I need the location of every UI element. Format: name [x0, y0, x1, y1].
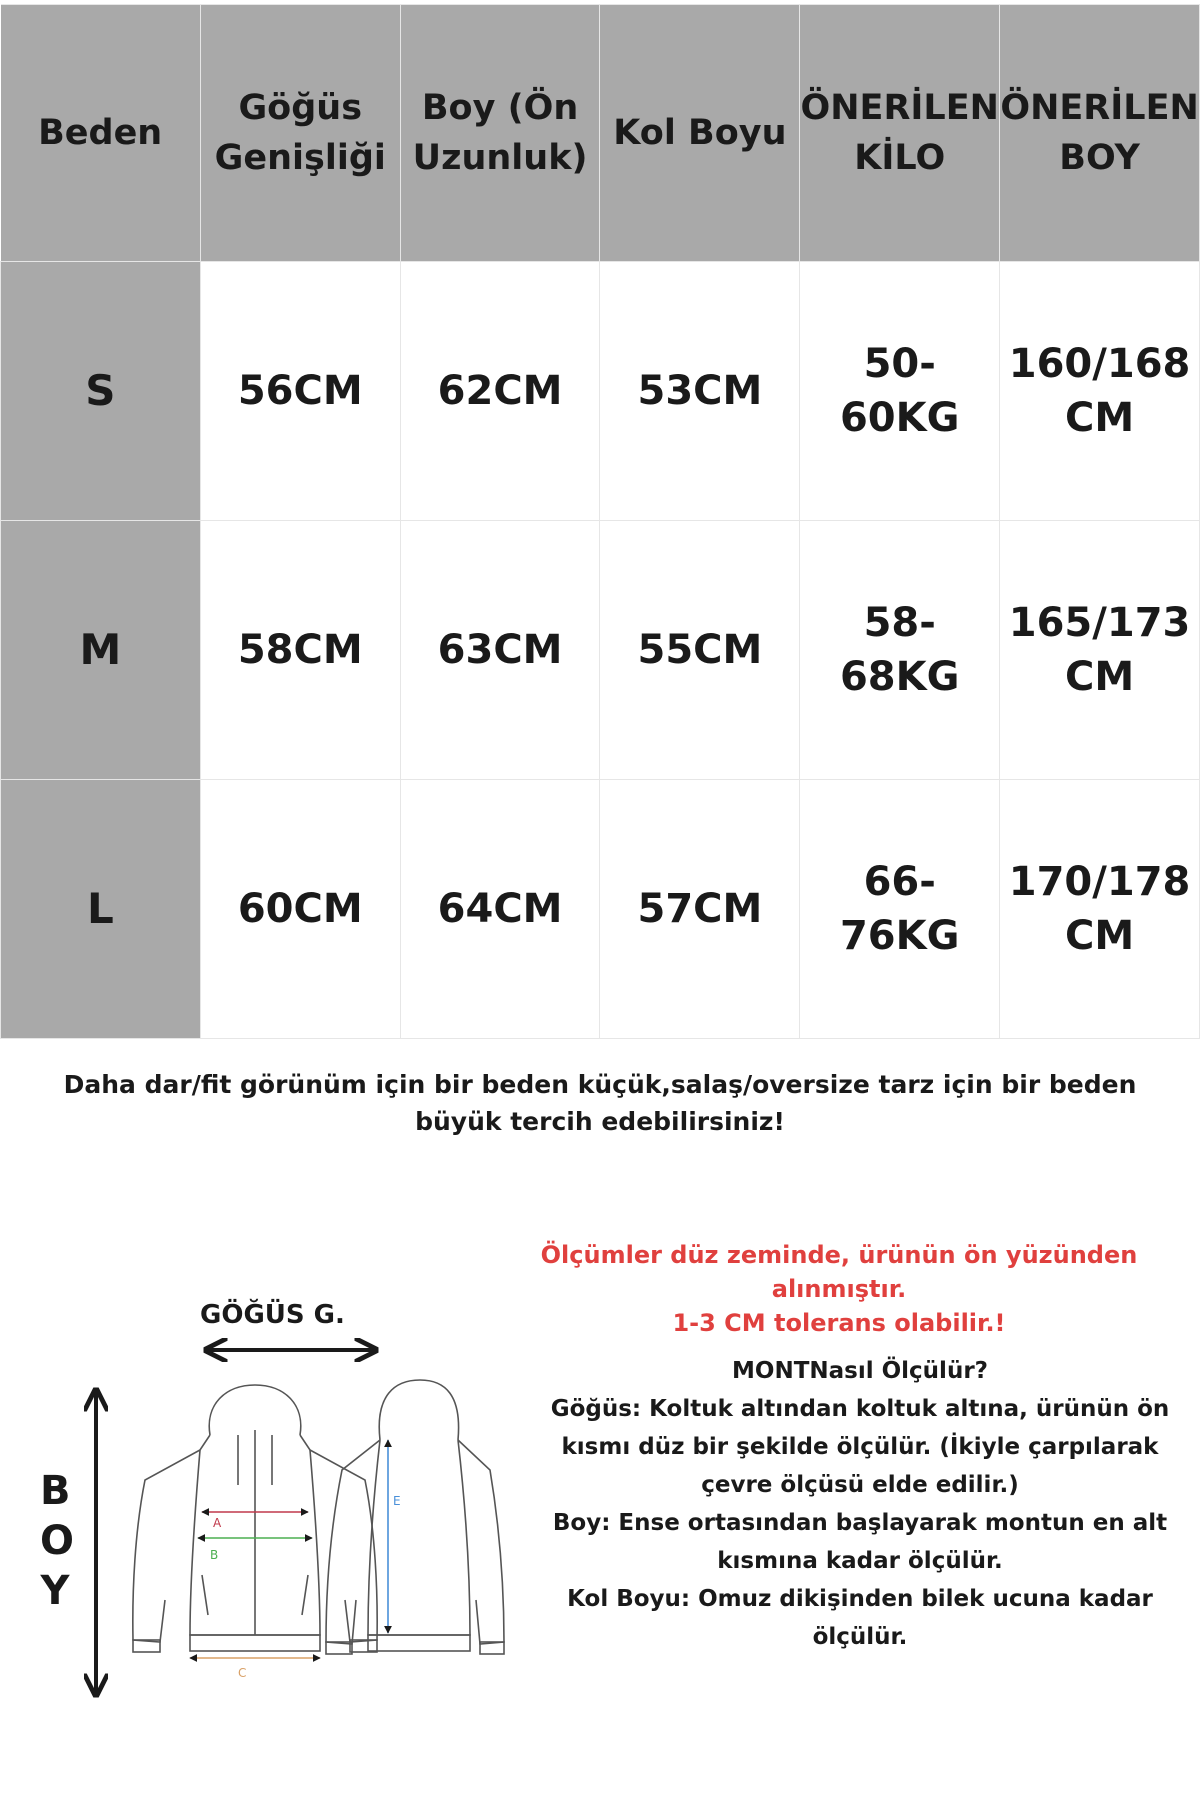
- boy-cell: 64CM: [400, 780, 600, 1039]
- measurement-notice: [478, 1238, 1200, 1340]
- howto-kol: Kol Boyu: Omuz dikişinden bilek ucuna kadar ölçülür.: [567, 1586, 1153, 1650]
- header-kilo: ÖNERİLEN KİLO: [800, 5, 1000, 262]
- boy-oneri-cell: 170/178 CM: [1000, 780, 1200, 1039]
- boy-letter-b: B: [40, 1468, 71, 1514]
- howto-gogus: Göğüs: Koltuk altından koltuk altına, ürünün ön kısmı düz bir şekilde ölçülür. (İkiyle çarpılarak çevre ölçüsü elde edilir.): [550, 1396, 1170, 1498]
- kilo-cell: 58- 68KG: [800, 521, 1000, 780]
- boy-cell: 62CM: [400, 262, 600, 521]
- kilo-cell: 50- 60KG: [800, 262, 1000, 521]
- kilo-cell: 66- 76KG: [800, 780, 1000, 1039]
- measure-c: [190, 1658, 320, 1680]
- size-cell: L: [1, 780, 201, 1039]
- kol-cell: 53CM: [600, 262, 800, 521]
- kol-cell: 55CM: [600, 521, 800, 780]
- jacket-front-drawing: [133, 1385, 377, 1652]
- table-row: [1, 780, 1200, 1039]
- size-table: [0, 4, 1200, 1039]
- header-beden: Beden: [1, 5, 201, 262]
- howto-title: MONTNasıl Ölçülür?: [732, 1358, 988, 1384]
- gogus-label: GÖĞÜS G.: [200, 1300, 345, 1330]
- gogus-cell: 58CM: [200, 521, 400, 780]
- header-boy: Boy (Ön Uzunluk): [400, 5, 600, 262]
- fit-tip: Daha dar/fit görünüm için bir beden küçük,salaş/oversize tarz için bir beden büyük tercih edebilirsiniz!: [63, 1070, 1137, 1136]
- measure-e: [388, 1440, 401, 1633]
- boy-oneri-cell: 160/168 CM: [1000, 262, 1200, 521]
- notice-line-1: Ölçümler düz zeminde, ürünün ön yüzünden alınmıştır.: [540, 1241, 1138, 1303]
- jacket-back-drawing: [326, 1380, 504, 1654]
- header-gogus: Göğüs Genişliği: [200, 5, 400, 262]
- gogus-cell: 56CM: [200, 262, 400, 521]
- size-cell: M: [1, 521, 201, 780]
- notice-line-2: 1-3 CM tolerans olabilir.!: [672, 1309, 1006, 1337]
- boy-letter-y: Y: [40, 1568, 70, 1614]
- svg-text:A: A: [213, 1516, 222, 1530]
- header-kol: Kol Boyu: [600, 5, 800, 262]
- boy-letter-o: O: [40, 1518, 75, 1564]
- svg-text:C: C: [238, 1666, 247, 1680]
- how-to-measure: [540, 1352, 1180, 1656]
- header-boy-oneri: ÖNERİLEN BOY: [1000, 5, 1200, 262]
- jacket-illustration: [30, 1290, 520, 1710]
- gogus-cell: 60CM: [200, 780, 400, 1039]
- boy-oneri-cell: 165/173 CM: [1000, 521, 1200, 780]
- boy-cell: 63CM: [400, 521, 600, 780]
- svg-text:B: B: [210, 1548, 219, 1562]
- table-row: [1, 262, 1200, 521]
- table-row: [1, 521, 1200, 780]
- size-cell: S: [1, 262, 201, 521]
- svg-text:E: E: [393, 1494, 401, 1508]
- kol-cell: 57CM: [600, 780, 800, 1039]
- header-row: [1, 5, 1200, 262]
- howto-boy: Boy: Ense ortasından başlayarak montun en alt kısmına kadar ölçülür.: [552, 1510, 1168, 1574]
